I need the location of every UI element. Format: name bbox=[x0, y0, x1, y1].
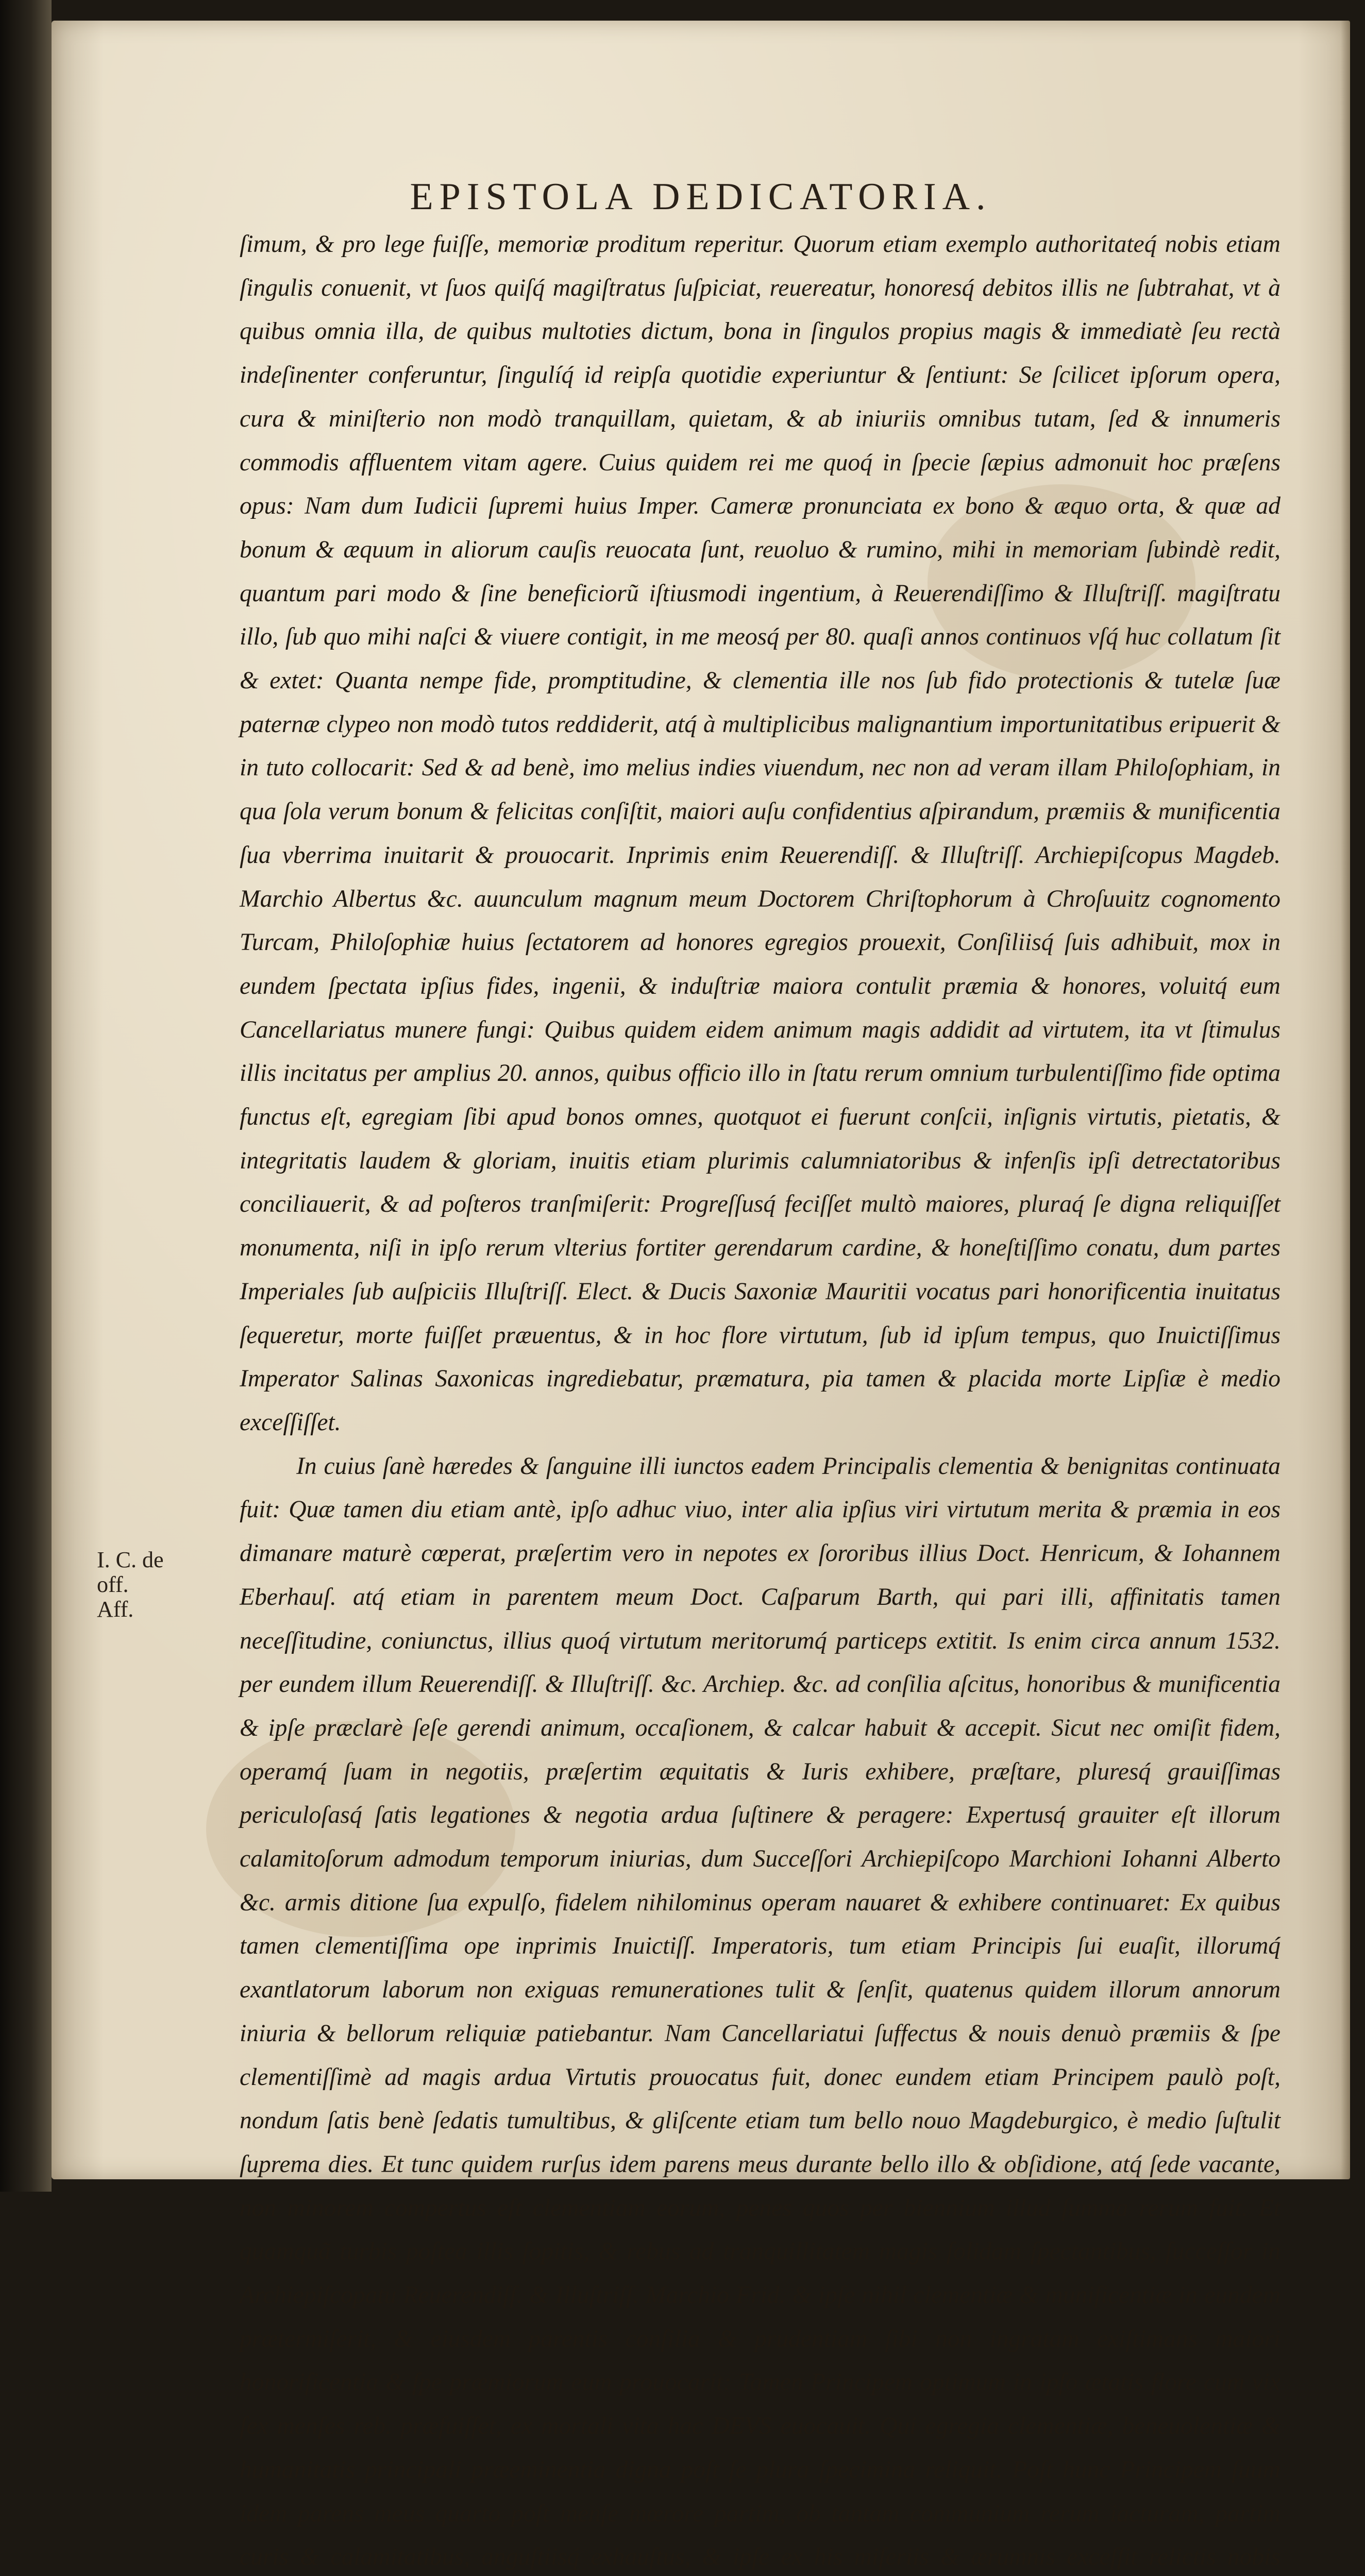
page-edge-shadow bbox=[1341, 21, 1350, 2179]
page-body-text bbox=[240, 223, 1280, 2576]
book-binding-shadow bbox=[0, 0, 52, 2192]
paragraph-1: ſimum, & pro lege fuiſſe, memoriæ proditum reperitur. Quorum etiam exemplo authoritateq́ nobis etiam ſingulis conuenit, vt ſuos quiſq́ magiſtratus ſuſpiciat, reuereatur, honoresq́ debitos illis ne ſubtrahat, vt à quibus omnia illa, de quibus multoties dictum, bona in ſingulos propius magis & immediatè ſeu rectà indeſinenter conferuntur, ſingulíq́ id reipſa quotidie experiuntur & ſentiunt: Se ſcilicet ipſorum opera, cura & miniſterio non modò tranquillam, quietam, & ab iniuriis omnibus tutam, ſed & innumeris commodis affluentem vitam agere. Cuius quidem rei me quoq́ in ſpecie ſæpius admonuit hoc præſens opus: Nam dum Iudicii ſupremi huius Imper. Cameræ pronunciata ex bono & æquo orta, & quæ ad bonum & æquum in aliorum cauſis reuocata ſunt, reuoluo & rumino, mihi in memoriam ſubindè redit, quantum pari modo & ſine beneficiorũ iſtiusmodi ingentium, à Reuerendiſſimo & Illuſtriſſ. magiſtratu illo, ſub quo mihi naſci & viuere contigit, in me meosq́ per 80. quaſi annos continuos vſq́ huc collatum ſit & extet: Quanta nempe fide, promptitudine, & clementia ille nos ſub fido protectionis & tutelæ ſuæ paternæ clypeo non modò tutos reddiderit, atq́ à multiplicibus malignantium importunitatibus eripuerit & in tuto collocarit: Sed & ad benè, imo melius indies viuendum, nec non ad veram illam Philoſophiam, in qua ſola verum bonum & felicitas conſiſtit, maiori auſu confidentius aſpirandum, præmiis & munificentia ſua vberrima inuitarit & prouocarit. Inprimis enim Reuerendiſſ. & Illuſtriſſ. Archiepiſcopus Magdeb. Marchio Albertus &c. auunculum magnum meum Doctorem Chriſtophorum à Chroſuuitz cognomento Turcam, Philoſophiæ huius ſectatorem ad honores egregios prouexit, Conſiliisq́ ſuis adhibuit, mox in eundem ſpectata ipſius fides, ingenii, & induſtriæ maiora contulit præmia & honores, voluitq́ eum Cancellariatus munere fungi: Quibus quidem eidem animum magis addidit ad virtutem, ita vt ſtimulus illis incitatus per amplius 20. annos, quibus officio illo in ſtatu rerum omnium turbulentiſſimo fide optima functus eſt, egregiam ſibi apud bonos omnes, quotquot ei fuerunt conſcii, inſignis virtutis, pietatis, & integritatis laudem & gloriam, inuitis etiam plurimis calumniatoribus & infenſis ipſi detrectatoribus conciliauerit, & ad poſteros tranſmiſerit: Progreſſusq́ feciſſet multò maiores, pluraq́ ſe digna reliquiſſet monumenta, niſi in ipſo rerum vlterius fortiter gerendarum cardine, & honeſtiſſimo conatu, dum partes Imperiales ſub auſpiciis Illuſtriſſ. Elect. & Ducis Saxoniæ Mauritii vocatus pari honorificentia inuitatus ſequeretur, morte fuiſſet præuentus, & in hoc flore virtutum, ſub id ipſum tempus, quo Inuictiſſimus Imperator Salinas Saxonicas ingrediebatur, præmatura, pia tamen & placida morte Lipſiæ è medio exceſſiſſet. bbox=[240, 231, 1280, 1436]
marginal-note-line-1: I. C. de off. bbox=[97, 1547, 164, 1597]
paragraph-2: In cuius ſanè hæredes & ſanguine illi iunctos eadem Principalis clementia & benignitas continuata fuit: Quæ tamen diu etiam antè, ipſo adhuc viuo, inter alia ipſius viri virtutum merita & præmia in eos dimanare maturè cœperat, præſertim vero in nepotes ex ſororibus illius Doct. Henricum, & Iohannem Eberhauſ. atq́ etiam in parentem meum Doct. Caſparum Barth, qui pari illi, affinitatis tamen neceſſitudine, coniunctus, illius quoq́ virtutum meritorumq́ particeps extitit. Is enim circa annum 1532. per eundem illum Reuerendiſſ. & Illuſtriſſ. &c. Archiep. &c. ad conſilia aſcitus, honoribus & munificentia & ipſe præclarè ſeſe gerendi animum, occaſionem, & calcar habuit & accepit. Sicut nec omiſit fidem, operamq́ ſuam in negotiis, præſertim æquitatis & Iuris exhibere, præſtare, pluresq́ grauiſſimas periculoſasq́ ſatis legationes & negotia ardua ſuſtinere & peragere: Expertusq́ grauiter eſt illorum calamitoſorum admodum temporum iniurias, dum Succeſſori Archiepiſcopo Marchioni Iohanni Alberto &c. armis ditione ſua expulſo, fidelem nihilominus operam nauaret & exhibere continuaret: Ex quibus tamen clementiſſima ope inprimis Inuictiſſ. Imperatoris, tum etiam Principis ſui euaſit, illorumq́ exantlatorum laborum non exiguas remunerationes tulit & ſenſit, quatenus quidem illorum annorum iniuria & bellorum reliquiæ patiebantur. Nam Cancellariatui ſuffectus & nouis denuò præmiis & ſpe clementiſſimè ad magis ardua Virtutis prouocatus fuit, donec eundem etiam Principem paulò poſt, nondum ſatis benè ſedatis tumultibus, & gliſcente etiam tum bello nouo Magdeburgico, è medio ſuſtulit ſuprema dies. Et tunc quidem rurſus idem parens meus durante bello illo & obſidione, atq́ ſede vacante, non minorem compertus eſt clementiam eorum, penes quos per biennium illud ſumma rerum fuit. Et quamquã turbis poſtea illis ſopitis, & rebus ad tranquillitatem magis ſolidam ſpectantibus, ſucceſſor in Archiepiſcopatu Reuerendiſſ. & Illuſtriſſ. Marchio Frid. & ipſe nihil clementiæ & munificentiæ in eundem prætermiſerit, & eiusdem parentis conſilia & prudentiam ſibi non ingratam exiſtimans maiori honorificentia & ſpe præmiorum eum prouocarit: Tamen Principem optimum in ipſo ætatis flore cum vix ſex menſes reb. præfuiſſet, ex mortali vita hac DEVS euocauit. Qui egregia clementiæ, beneuolentiæ & humanitatis principali præeminentia digna poſt ſe plura ſpecimina reliquit. Poſt hunc Principem ſuum idem parens meus quarto poſt menſe mœrore partim, ob tantam communium rerum iacturam, partim curis & calamitatibus, anguſtiisq́ exhauſtus, & ipſe ex his miſeriis & ærumnis exceſſit relictis nobis bbox=[240, 1452, 1280, 2571]
running-head: EPISTOLA DEDICATORIA. bbox=[410, 176, 992, 218]
marginal-note-line-2: Aff. bbox=[97, 1597, 134, 1622]
book-page bbox=[52, 21, 1350, 2571]
marginal-note bbox=[97, 1548, 200, 1622]
